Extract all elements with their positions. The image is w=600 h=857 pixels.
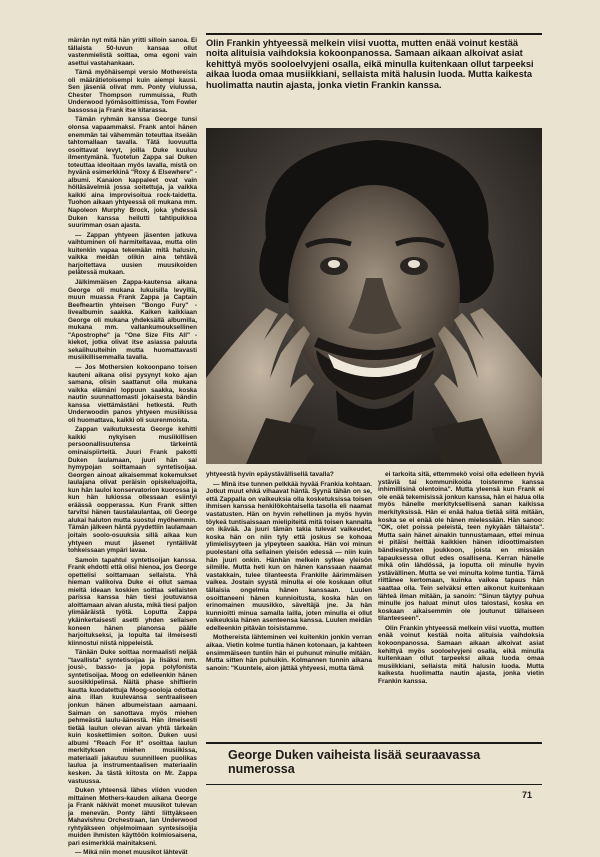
article-paragraph: — Mikä niin monet muusikot lähtevät xyxy=(75,849,188,857)
quote-top-rule xyxy=(206,33,542,35)
article-paragraph: Olin Frankin yhtyeessä melkein viisi vuotta, mutten enää voinut kestää noita alituisia vaihdoksia kokoonpanossa. Samaan aikaan alkoivat asiat kehittyä myös sooloelvyjeni osalla, eikä minulla kuitenkaan ollut tarpeeksi aikaa luoda omaa musiikkiani, sellaista mitä halusin luoda. Mutta kaikesta huolimatta nautin ajasta, jonka vietin Frankin kanssa. xyxy=(378,624,544,686)
left-article-column xyxy=(68,37,197,857)
middle-article-column xyxy=(206,471,372,771)
article-paragraph: yhtyeestä hyvin epäystävällisellä tavalla? xyxy=(206,471,334,478)
pull-quote: Olin Frankin yhtyeessä melkein viisi vuotta, mutten enää voinut kestää noita alituisia vaihdoksia kokoonpanossa. Samaan aikaan alkoivat asiat kehittyä myös sooloelvyjeni osalla, eikä minulla kuitenkaan ollut tarpeeksi aikaa luoda omaa musiikkiani, sellaista mitä halusin luoda. Mutta kaikesta huolimatta nautin ajasta, jonka vietin Frankin kanssa. xyxy=(206,38,534,90)
article-paragraph: Mothereista lähteminen vei kuitenkin jonkin verran aikaa. Vietin kolme tuntia hänen kotonaan, ja kahteen ensimmäiseen tuntiin hän ei puhunut minulle mitään. Mutta sitten hän puhuikin. Kolmannen tunnin aikana sanoin: "Kuuntele, aion jättää yhtyeesi, mutta tämä xyxy=(206,634,372,672)
article-paragraph: Tämä myöhäisempi versio Mothereista oli määrätietoisempi kuin aiempi kausi. Sen jäseniä olivat mm. Ponty viulussa, Chester Thompson rummuissa, Ruth Underwood lyömäsoittimissa, Tom Fowler bassossa ja Frank itse kitarassa. xyxy=(68,69,197,114)
page-number: 71 xyxy=(522,790,533,800)
article-paragraph: ei tarkoita sitä, ettemmekö voisi olla edelleen hyviä ystäviä tai kommunikoida toistemme kanssa inhimillisinä olentoina". Mutta yleensä kun Frank ei ole enää tekemisissä jonkun kanssa, hän ei halua olla myös hänelle merkityksellisenä sanan kaikissa merkityksissä. Hän ei enää halua tietää siitä mitään, koska se ei enää ole hänen mielessään. Hän sanoo: "OK, olet poissa peleistä, teen nykyään tällaista". Mutta sain hänet ainakin tunnustamaan, ettei minua ei pitäisi heittää kaikkien hänen idioottimaisten bändiesitysten joukkoon, joista en missään tapauksessa ollut edes osallisena. Kerran hänelle mikä olin lähdössä, ja loputta oli minulle hyvin ystävällinen. Mutta se vei minulta kolme tuntia. Tämä riittänee kertomaan, kuinka vaikea tapaus hän saattaa olla. Tein selväksi etten aikonut kuitenkaan lähteä ilman mitään, ja sanoin: "Sinun täytyy puhua minulle jos haluat minut ulos talostasi, koska en koskaan aikaisemmin ole joutunut tällaiseen tilanteeseen". xyxy=(378,471,544,623)
article-paragraph: — Minä itse tunnen pelkkää hyvää Frankia kohtaan. Jotkut muut ehkä vihaavat häntä. Syynä tähän on se, että Zappalla on vaikeuksia olla kosketuksissa toisen ihmisen kanssa henkilökohtaisella tasolla eli naamat vastatusten. Hän on hyvin rehellinen ja myös hyvin töykeä tuntisaissaan mielipiteitä mitä toisen kannalta on ikävää. Ja juuri tämän takia tulevat vaikeudet, koska hän on niin tyly että joskus se kohoaa ylimielisyyteen ja ylpeyteen saakka. Hän voi minun puolestani olla sellainen yleisön edessä — niin kuin hän juuri onkin. Hänhän melkein sylkee yleisön silmille. Mutta heti kun on hänen kanssaan naamat vastakkain, tulee tilanteesta Frankille äärimmäisen vaikea. Jostain syystä minulla ei ole koskaan ollut tällaisia ongelmia hänen kanssaan. Luulen osoittaneeni hänen kunnioitusta, koska hän on erinomainen muusikko, säveltäjä jne. Ja hän kunnioitti minua samalla lailla, joten minulla ei ollut vaikeuksia hänen asenteensa kanssa. Luulen meidän edelleenkin pitävän toisistamme. xyxy=(206,480,372,632)
right-article-column xyxy=(378,471,544,771)
article-paragraph: — Jos Mothersien kokoonpano toisen kauteni aikana olisi pysynyt koko ajan samana, olisin saattanut olla mukana vaikka elämäni loppuun saakka, koska nautin suunnattomasti jokaisesta bändin kanssa viettämästäni hetkestä. Ruth Underwoodin panos yhtyeen musiikissa oli huomattava, kaikki oli suurenmoista. xyxy=(68,363,197,424)
article-paragraph: — Zappan yhtyeen jäsenten jatkuva vaihtuminen oli harmiteltavaa, mutta olin kuitenkin vapaa tekemään mitä halusin, vaikka meidän olikin aina tehtävä harjoitettava uusien muusikoiden pelätessä mukaan. xyxy=(68,231,197,277)
article-paragraph: Jälkimmäisen Zappa-kautensa aikana George oli mukana lukuisilla levyillä, muun muassa Frank Zappa ja Captain Beefheartin yhteisen "Bongo Fury" -livealbumin saakka. Kaiken kaikkiaan George oli mukana yhdeksällä albumilla, mukana mm. vallankumouksellinen "Apostrophe" ja "One Size Fits All" -kiekot, jotka olivat itse asiassa paluuta sekaiihuulteihin mutta huomattavasti musiikillisemmalla tavalla. xyxy=(68,278,197,362)
musician-photo xyxy=(206,128,542,464)
article-paragraph: märrän nyt mitä hän yritti silloin sanoa. Ei tällaista 50-luvun kansaa ollut vastenmielistä soittaa, oma egoni vain asettui vastahankaan. xyxy=(68,37,197,67)
article-paragraph: Zappan vaikutuksesta George kehitti kaikki nykyisen musiikillisen persoonallisuutensa tärkeintä ominaispiirteitä. Juuri Frank pakotti Duken laulamaan, juuri hän sai hymypojan soittamaan syntetisoijaa. Georgen ainoat aikaisemmat kokemukset laulajana olivat peräisin opiskeluajoilta, kun hän lauloi konservatorion kuorossa ja kun hän lukiossa ollessaan esiintyi eräässä oopperassa. Kun Frank sitten tarvitsi hänen taustalaulantaa, oli George alukai haluton mutta suostui myöhemmin. Tämän jälkeen häntä pyydettiin laulamaan joitain soolo-osuuksia sillä aikaa kun yhtyeen muut jäsenet ryntäilivät tohkeissaan ympäri lavaa. xyxy=(68,426,197,555)
article-paragraph: Tämän ryhmän kanssa George tunsi olonsa vapaammaksi. Frank antoi hänen enemmän tai vähemmän toteuttaa itseään tahtomallaan tavalla. Tätä luovuutta osoittavat levyt, joilla Duke kuuluu ilmentymänä. Tuotetun Zappa sai Duken toteuttaa ideoitaan myös lavalla, mistä on hyvänä esimerkkinä "Roxy & Elsewhere" -albumi. Kanaion kappaleet ovat vain hölläsävelmiä jossa soitettuja, ja vaikka kaikki aina improvisoitua rock-taidetta. Tuohon aikaan yhtyeessä oli mukana mm. Napoleon Murphy Brock, joka yhdessä Duken kanssa heilutti tahtipuikkoa suurimman osan ajasta. xyxy=(68,116,197,230)
continued-teaser-box xyxy=(206,742,542,785)
article-paragraph: Duken yhteensä lähes viiden vuoden mittainen Mothers-kauden aikana George ja Frank näkivät monet muusikot tulevan ja menevän. Ponty lähti liittyäkseen Mahavishnu Orchestraan, Ian Underwood ryhtyäkseen ohjelmoimaan syntesisoijia muiden ihmisten käyttöön kolmiosaisena, pari esimerkkiä mainitakseni. xyxy=(68,787,197,847)
portrait-illustration xyxy=(206,128,542,464)
teaser-text: George Duken vaiheista lisää seuraavassa numerossa xyxy=(228,748,481,776)
article-paragraph: Tänään Duke soittaa normaalisti neljää "tavallista" syntetisoijaa ja lisäksi mm. jousi-, basso- ja jopa polyfonista syntetisoijaa. Moog on edelleenkin hänen suosikkipelinsä. Näitä phase shiftierin kautta kuodatettuja Moog-sooloja odottaa aina illan kuulevansa sentraaliseen jonkun hänen albumeistaan aamaani. Saiman on sanottava myös miehen pehmeästä laulu-äänestä. Hän ilmeisesti tietää laulun olevan aivan yhtä tärkeän kuin koskettimien soiton. Duken uusi albumi "Reach For It" osoittaa laulun merkityksen miehen musiikissa, materiaali jakautuu suunnilleen puolikas laulua ja instrumentaalisen materiaalin kesken. Ja tästä kiitosta on Mr. Zappa vastuussa. xyxy=(68,649,197,785)
article-paragraph: Samoin tapahtui syntetisoijan kanssa. Frank ehdotti että olisi hienoa, jos George opettelisi soittamaan sellaista. Yhä hieman valikoiva Duke ei ollut samaa mieltä ideaan koskien soittaa sellaisten parissa kanssa hän tiesi joutuvansa aloittamaan aivan alusta, mikä tiesi paljon ylimääräistä työtä. Loputta Zappa ykäinkertaisesti asetti yhden sellaisen koneen hänen pianonsa päälle harjoitukseksi, ja lopulta tai ilmeisesti kiinnostui niistä nippeleistä. xyxy=(68,556,197,647)
